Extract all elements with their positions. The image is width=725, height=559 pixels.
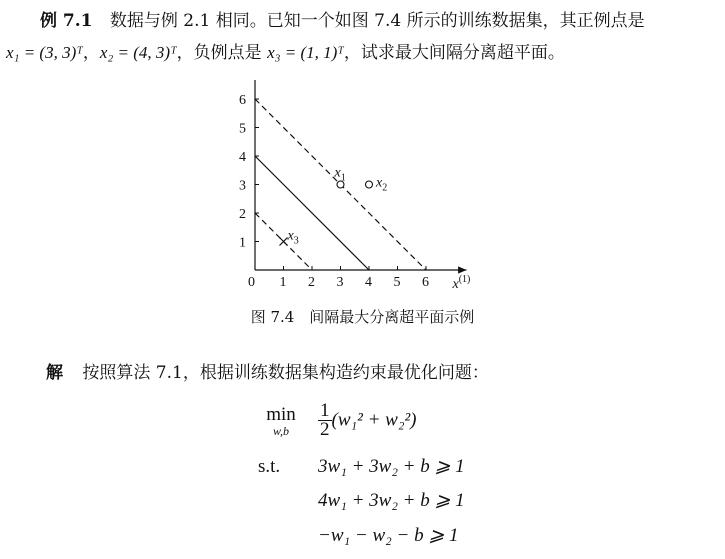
x-axis-label: $x^{(1)}$ [452,274,471,292]
one-half-fraction [318,402,332,439]
x-tick-label: 5 [393,275,401,290]
example-line-2: x₁ = (3, 3)ᵀ，x₂ = (4, 3)ᵀ，负例点是 x₃ = (1, 1)ᵀ，试求最大间隔分离超平面。 [6,43,565,63]
y-tick-label: 6 [239,93,246,108]
objective-row [258,402,416,439]
x-tick-label: 3 [336,275,344,290]
y-tick-label: 5 [239,121,246,137]
x-tick-label: 2 [308,275,315,290]
st-label: s.t. [258,456,281,477]
objective-expression: (w₁² + w₂²) [331,409,417,431]
figure-caption: 图 7.4 间隔最大分离超平面示例 [250,308,475,326]
figure-7-4 [215,80,515,305]
x-tick-label: 0 [248,275,255,290]
solution-text: 按照算法 7.1，根据训练数据集构造约束最优化问题： [82,363,489,383]
point-x2-marker [366,181,373,188]
min-subscript: w,b [272,423,290,438]
fraction-numerator: 1 [320,400,330,421]
y-tick-label: 2 [239,207,246,222]
constraint-row-1 [258,455,465,478]
example-text-1: 数据与例 2.1 相同。已知一个如图 7.4 所示的训练数据集，其正例点是 [109,11,645,31]
separating-hyperplane-line [255,156,369,270]
constraint-row-3 [258,524,459,547]
point-x3-label: $x_3$ [287,228,299,247]
y-tick-label: 3 [239,178,246,194]
x-tick-label: 1 [279,275,287,290]
min-operator: min [266,403,296,425]
example-text-2: 试求最大间隔分离超平面。 [360,43,565,63]
y-tick-label: 1 [239,235,246,251]
constraint-2: 4w₁ + 3w₂ + b ⩾ 1 [318,490,465,511]
fraction-denominator: 2 [320,419,330,440]
x-tick-label: 4 [365,275,372,290]
point-x2-label: $x_2$ [376,175,388,194]
point-x2: x₂ = (4, 3)ᵀ [99,43,177,62]
negative-label: 负例点是 [193,43,262,63]
point-x1: x₁ = (3, 3)ᵀ [6,43,83,62]
solution-label: 解 [46,363,63,383]
constraint-1: 3w₁ + 3w₂ + b ⩾ 1 [318,456,465,477]
point-x1-label: $x_1$ [334,165,346,184]
point-x3: x₃ = (1, 1)ᵀ [267,43,344,62]
x-tick-label: 6 [422,275,429,290]
point-x3-marker [280,238,288,246]
constraint-row-2 [258,489,465,512]
solution-line [6,358,489,383]
example-line-1 [6,6,645,31]
constraint-3: −w₁ − w₂ − b ⩾ 1 [318,525,459,546]
y-tick-label: 4 [239,150,246,165]
example-label: 例 7.1 [40,11,93,31]
